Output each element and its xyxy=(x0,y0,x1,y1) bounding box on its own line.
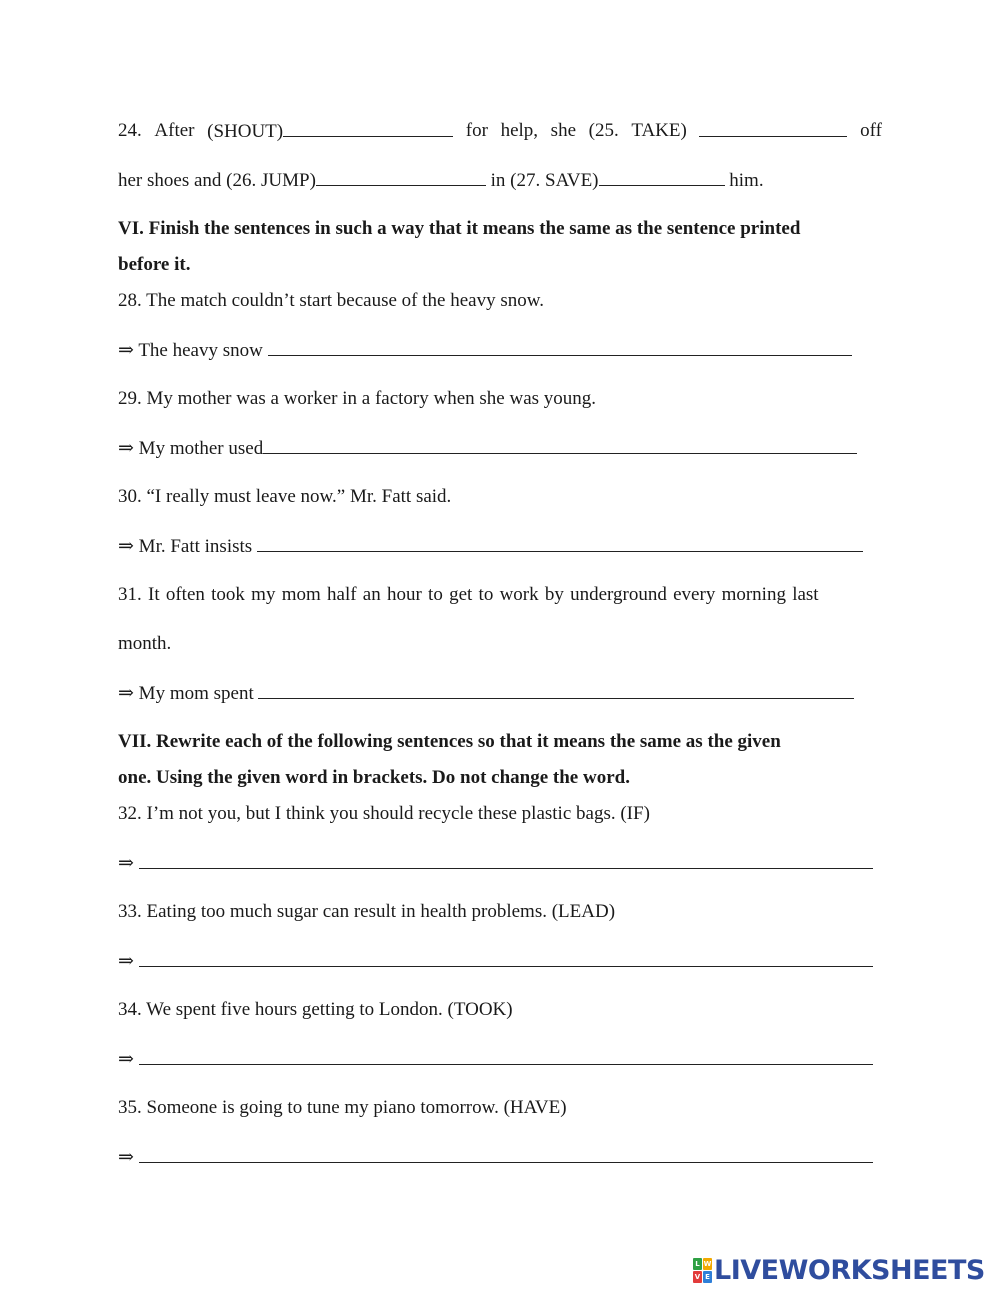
logo-tile-1: L xyxy=(693,1258,702,1270)
question-31: 31. It often took my mom half an hour to get to work by underground every morning last xyxy=(118,584,819,605)
answer-line-35[interactable] xyxy=(139,1145,873,1163)
logo-text: LIVEWORKSHEETS xyxy=(714,1254,985,1286)
section-6-heading: VI. Finish the sentences in such a way that it means the same as the sentence printed xyxy=(118,218,801,239)
rewrite-28: ⇒ The heavy snow xyxy=(118,338,852,363)
logo-tile-3: V xyxy=(694,1272,701,1281)
question-26-27-line: her shoes and (26. JUMP) in (27. SAVE) him. xyxy=(118,170,764,191)
rewrite-33: ⇒ xyxy=(118,949,873,974)
q24-number: 24. xyxy=(118,120,142,141)
question-32: 32. I’m not you, but I think you should recycle these plastic bags. (IF) xyxy=(118,803,650,824)
rewrite-34: ⇒ xyxy=(118,1047,873,1072)
answer-blank-26[interactable] xyxy=(316,168,486,186)
question-29: 29. My mother was a worker in a factory when she was young. xyxy=(118,388,597,409)
question-34: 34. We spent five hours getting to London. (TOOK) xyxy=(118,999,513,1020)
question-35: 35. Someone is going to tune my piano tomorrow. (HAVE) xyxy=(118,1097,567,1118)
answer-line-32[interactable] xyxy=(139,851,873,869)
liveworksheets-icon xyxy=(693,1258,712,1283)
answer-line-29[interactable] xyxy=(263,436,857,454)
section-7-heading: VII. Rewrite each of the following sentences so that it means the same as the given xyxy=(118,731,781,752)
rewrite-32: ⇒ xyxy=(118,851,873,876)
answer-line-28[interactable] xyxy=(268,338,852,356)
answer-line-30[interactable] xyxy=(257,534,863,552)
rewrite-35: ⇒ xyxy=(118,1145,873,1170)
section-7-heading-cont: one. Using the given word in brackets. Do not change the word. xyxy=(118,767,630,788)
rewrite-30: ⇒ Mr. Fatt insists xyxy=(118,534,863,559)
answer-blank-27[interactable] xyxy=(599,168,725,186)
question-30: 30. “I really must leave now.” Mr. Fatt said. xyxy=(118,486,452,507)
question-28: 28. The match couldn’t start because of the heavy snow. xyxy=(118,290,544,311)
answer-blank-24[interactable] xyxy=(283,119,453,137)
question-33: 33. Eating too much sugar can result in health problems. (LEAD) xyxy=(118,901,616,922)
answer-line-33[interactable] xyxy=(139,949,873,967)
answer-line-34[interactable] xyxy=(139,1047,873,1065)
logo-tile-2: W xyxy=(703,1259,712,1268)
answer-blank-25[interactable] xyxy=(699,119,847,137)
question-31-cont: month. xyxy=(118,633,172,654)
logo-tile-4: E xyxy=(703,1271,712,1283)
rewrite-29: ⇒ My mother used xyxy=(118,436,857,461)
question-24-line: 24. After (SHOUT) for help, she (25. TAKE) off xyxy=(118,120,882,142)
liveworksheets-logo[interactable] xyxy=(693,1254,985,1286)
section-6-heading-cont: before it. xyxy=(118,254,191,275)
answer-line-31[interactable] xyxy=(258,681,854,699)
rewrite-31: ⇒ My mom spent xyxy=(118,681,854,706)
